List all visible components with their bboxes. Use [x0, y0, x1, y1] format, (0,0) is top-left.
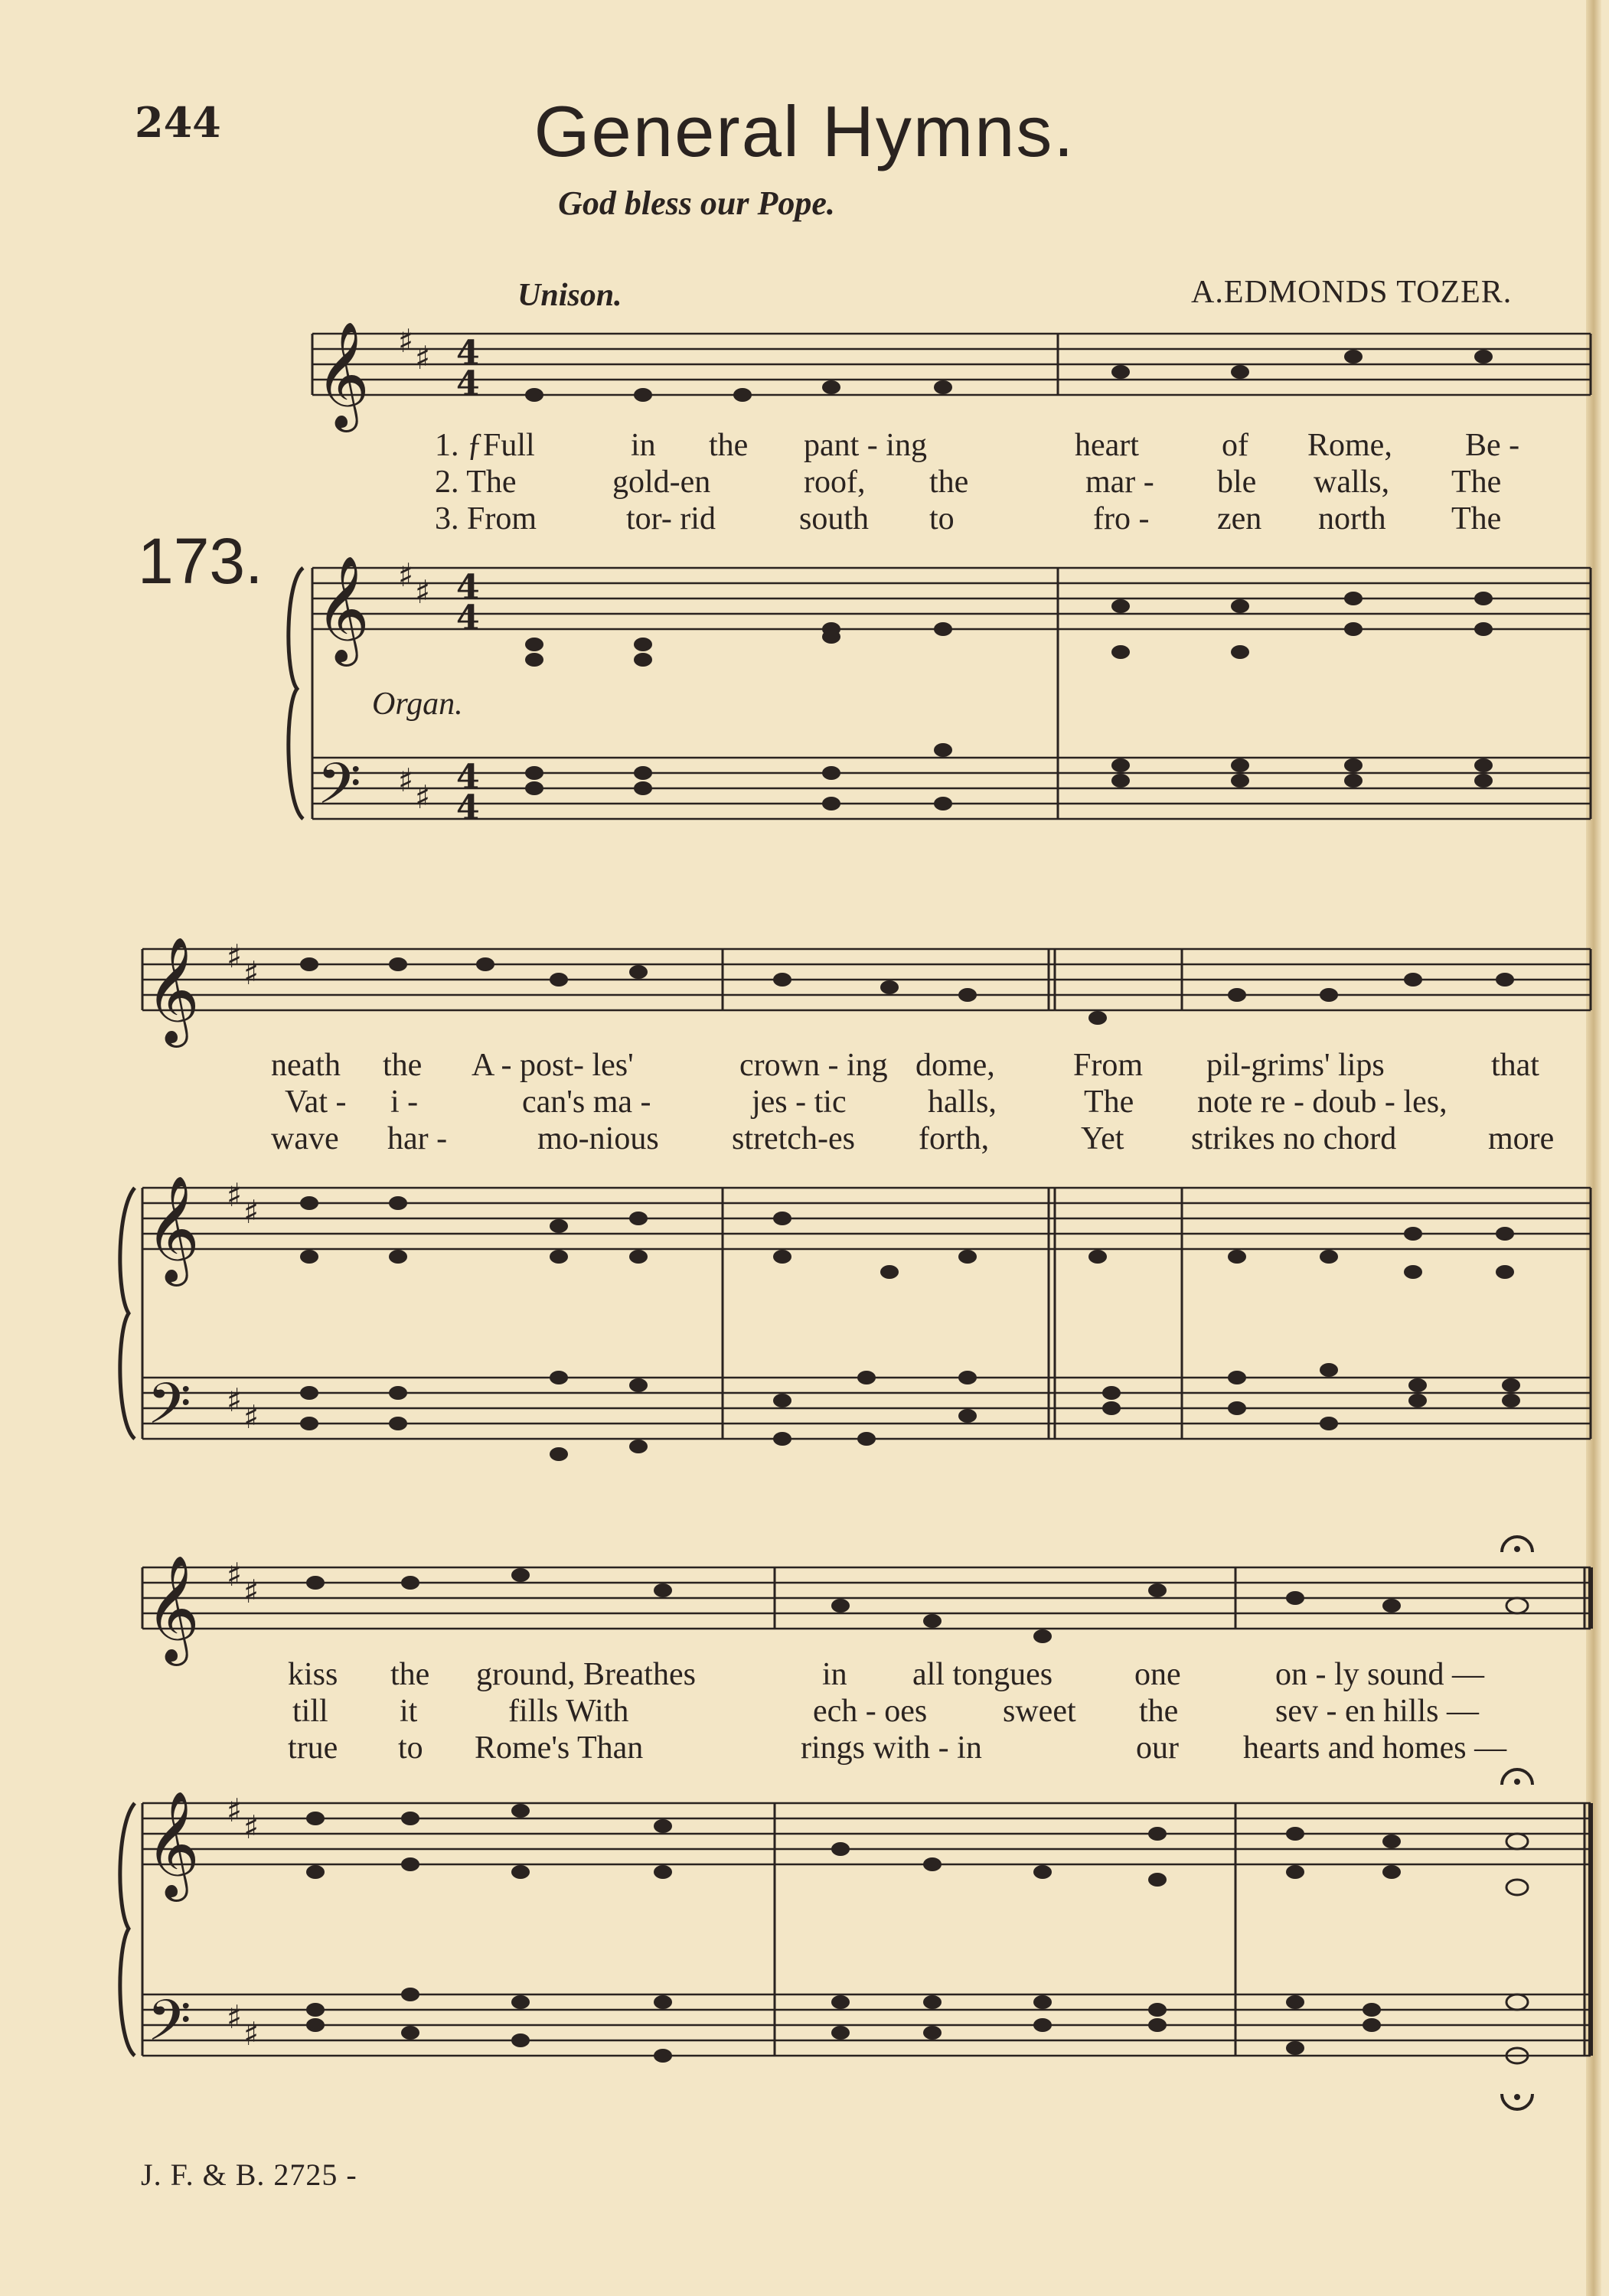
- svg-text:♯: ♯: [398, 556, 414, 594]
- lyric-v3-s2-4: stretch-es: [732, 1121, 855, 1156]
- tempo-marking: Unison.: [517, 278, 622, 313]
- lyric-v3-s1-8: The: [1451, 501, 1502, 536]
- svg-text:♯: ♯: [227, 1998, 243, 2036]
- lyric-v1-s3-6: one: [1134, 1657, 1181, 1692]
- svg-text:♯: ♯: [227, 1176, 243, 1214]
- lyric-v3-s2-1: wave: [271, 1121, 339, 1156]
- lyric-v1-s2-6: From: [1073, 1048, 1144, 1083]
- staff-voice-3: [142, 1567, 1591, 1629]
- svg-text:♯: ♯: [243, 1193, 259, 1231]
- svg-text:4: 4: [456, 758, 480, 797]
- lyric-v1-s2-5: dome,: [915, 1048, 995, 1083]
- page-number: 244: [135, 98, 221, 147]
- brace-2: [120, 1188, 135, 1439]
- svg-text:4: 4: [456, 364, 480, 403]
- svg-text:♯: ♯: [415, 573, 431, 611]
- lyric-v2-s3-6: the: [1139, 1694, 1179, 1729]
- lyric-v1-s2-7: pil-grims' lips: [1206, 1048, 1385, 1083]
- lyric-v2-s1-4: the: [929, 465, 969, 500]
- lyric-v2-s2-1: Vat -: [285, 1084, 347, 1120]
- lyric-v1-s1-8: Be -: [1465, 428, 1520, 463]
- lyric-v2-s3-3: fills With: [508, 1694, 629, 1729]
- svg-text:4: 4: [456, 568, 480, 607]
- lyric-v1-s3-1: kiss: [288, 1657, 338, 1692]
- lyric-v1-s3-2: the: [390, 1657, 430, 1692]
- lyric-v3-s1-6: zen: [1217, 501, 1262, 536]
- hymn-number: 173.: [138, 525, 263, 597]
- svg-text:♯: ♯: [243, 2015, 259, 2053]
- lyric-v2-s1-3: roof,: [804, 465, 866, 500]
- staff-organ-treble-3: [142, 1803, 1591, 1864]
- staff-voice-2: [142, 949, 1591, 1010]
- svg-text:♯: ♯: [398, 322, 414, 360]
- treble-clef-icon: 𝄞: [315, 556, 370, 662]
- lyric-v3-s3-7: hearts and homes —: [1243, 1730, 1507, 1766]
- lyric-v2-s2-7: note re - doub - les,: [1197, 1084, 1447, 1120]
- svg-text:♯: ♯: [415, 339, 431, 377]
- publisher-plate-number: J. F. & B. 2725 -: [141, 2157, 357, 2192]
- svg-text:♯: ♯: [227, 1792, 243, 1829]
- staff-organ-treble-2: [142, 1188, 1591, 1249]
- lyric-v3-s2-7: strikes no chord: [1191, 1121, 1397, 1156]
- lyric-v2-s2-6: The: [1084, 1084, 1134, 1120]
- brace-1: [289, 568, 303, 819]
- lyric-v1-s2-2: the: [383, 1048, 423, 1083]
- lyric-v2-s1-7: walls,: [1314, 465, 1390, 500]
- lyric-v3-s2-3: mo-nious: [537, 1121, 659, 1156]
- lyric-v3-s3-4: rings with - in: [801, 1730, 982, 1766]
- lyric-v1-s1-3: the: [709, 428, 749, 463]
- lyric-v2-s1-8: The: [1451, 465, 1502, 500]
- lyric-v3-s1-7: north: [1318, 501, 1386, 536]
- bass-clef-icon: 𝄢: [147, 1988, 191, 2068]
- lyric-v3-s1-2: tor- rid: [626, 501, 716, 536]
- lyric-v3-s1-4: to: [929, 501, 955, 536]
- lyric-v3-s3-2: to: [398, 1730, 423, 1766]
- lyric-v2-s3-1: till: [292, 1694, 328, 1729]
- lyric-v3-s1-1: 3. From: [435, 501, 537, 536]
- treble-clef-icon: 𝄞: [145, 937, 200, 1043]
- lyric-v3-s2-6: Yet: [1081, 1121, 1124, 1156]
- staff-organ-bass-2: [142, 1378, 1591, 1439]
- lyric-v1-s2-4: crown - ing: [739, 1048, 888, 1083]
- treble-clef-icon: 𝄞: [145, 1176, 200, 1282]
- treble-clef-icon: 𝄞: [145, 1791, 200, 1897]
- brace-3: [120, 1803, 135, 2056]
- lyric-v3-s2-2: har -: [387, 1121, 448, 1156]
- lyric-v2-s1-2: gold-en: [612, 465, 711, 500]
- lyric-v2-s3-4: ech - oes: [813, 1694, 928, 1729]
- lyric-v1-s1-1: 1. ƒFull: [435, 428, 535, 463]
- lyric-v3-s1-5: fro -: [1093, 501, 1150, 536]
- lyric-v2-s3-5: sweet: [1003, 1694, 1076, 1729]
- lyric-v3-s3-3: Rome's Than: [475, 1730, 644, 1766]
- lyric-v2-s1-6: ble: [1217, 465, 1257, 500]
- svg-text:♯: ♯: [227, 1556, 243, 1593]
- hymn-title: God bless our Pope.: [558, 184, 835, 222]
- lyric-v3-s3-1: true: [288, 1730, 338, 1766]
- svg-text:4: 4: [456, 334, 480, 373]
- lyric-v1-s1-6: of: [1222, 428, 1248, 463]
- lyric-v1-s1-2: in: [631, 428, 656, 463]
- svg-text:♯: ♯: [398, 762, 414, 799]
- bass-clef-icon: 𝄢: [317, 751, 361, 831]
- organ-label: Organ.: [372, 687, 463, 722]
- lyric-v2-s2-4: jes - tic: [752, 1084, 847, 1120]
- composer-credit: A.EDMONDS TOZER.: [1191, 275, 1513, 310]
- lyric-v1-s1-4: pant - ing: [804, 428, 927, 463]
- staff-organ-bass-1: [312, 758, 1591, 819]
- lyric-v2-s2-5: halls,: [928, 1084, 997, 1120]
- lyric-v1-s2-8: that: [1491, 1048, 1539, 1083]
- treble-clef-icon: 𝄞: [315, 321, 370, 428]
- lyric-v1-s3-4: in: [822, 1657, 847, 1692]
- svg-text:♯: ♯: [243, 954, 259, 992]
- lyric-v1-s1-5: heart: [1075, 428, 1139, 463]
- lyric-v3-s1-3: south: [799, 501, 870, 536]
- bass-clef-icon: 𝄢: [147, 1371, 191, 1451]
- svg-text:4: 4: [456, 598, 480, 638]
- svg-text:♯: ♯: [415, 778, 431, 816]
- treble-clef-icon: 𝄞: [145, 1555, 200, 1662]
- svg-text:♯: ♯: [227, 938, 243, 975]
- svg-text:♯: ♯: [227, 1381, 243, 1419]
- lyric-v2-s2-3: can's ma -: [522, 1084, 651, 1120]
- lyric-v2-s1-5: mar -: [1085, 465, 1154, 500]
- lyric-v1-s2-1: neath: [271, 1048, 341, 1083]
- lyric-v1-s3-5: all tongues: [912, 1657, 1053, 1692]
- lyric-v3-s3-5: our: [1136, 1730, 1179, 1766]
- section-title: General Hymns.: [534, 91, 1075, 171]
- svg-text:♯: ♯: [243, 1398, 259, 1436]
- lyric-v1-s2-3: A - post- les': [472, 1048, 634, 1083]
- lyric-v2-s1-1: 2. The: [435, 465, 517, 500]
- svg-text:♯: ♯: [243, 1573, 259, 1610]
- svg-text:♯: ♯: [243, 1808, 259, 1846]
- lyric-v2-s2-2: i -: [390, 1084, 419, 1120]
- lyric-v1-s3-3: ground, Breathes: [476, 1657, 696, 1692]
- svg-text:4: 4: [456, 788, 480, 827]
- staff-organ-treble-1: [312, 568, 1591, 629]
- lyric-v3-s2-5: forth,: [919, 1121, 990, 1156]
- lyric-v2-s3-2: it: [400, 1694, 418, 1729]
- lyric-v1-s1-7: Rome,: [1307, 428, 1392, 463]
- lyric-v2-s3-7: sev - en hills —: [1275, 1694, 1479, 1729]
- lyric-v1-s3-7: on - ly sound —: [1275, 1657, 1484, 1692]
- lyric-v3-s2-8: more: [1488, 1121, 1555, 1156]
